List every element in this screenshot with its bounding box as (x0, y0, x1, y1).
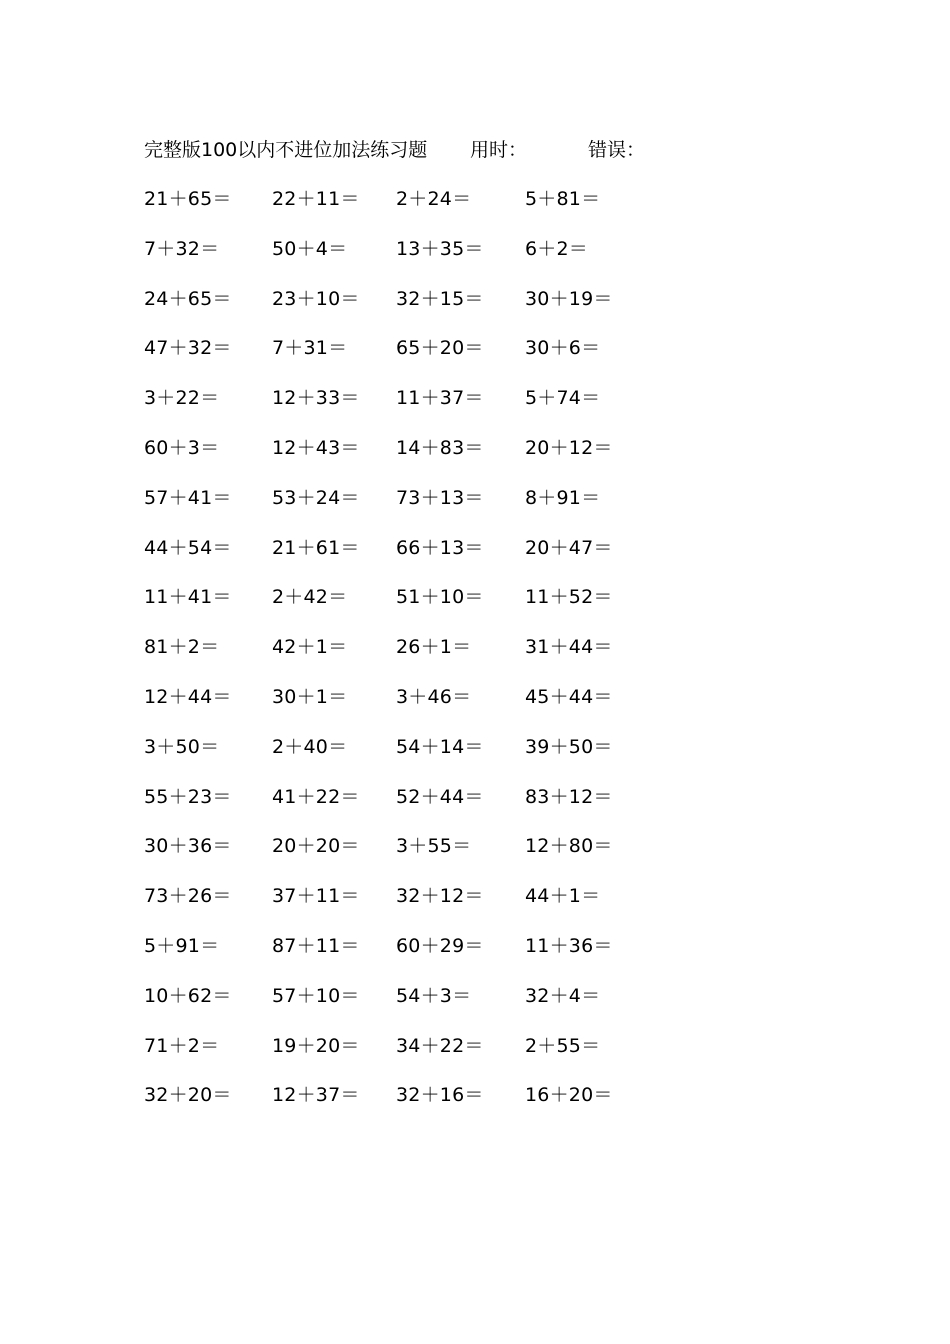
problem: 57＋41＝ (144, 486, 232, 509)
problem: 30＋6＝ (525, 337, 601, 360)
problem: 8＋91＝ (525, 486, 601, 509)
problem: 65＋20＝ (396, 337, 484, 360)
problem: 30＋36＝ (144, 835, 232, 858)
problem: 53＋24＝ (272, 486, 360, 509)
problem-row (0, 385, 950, 435)
problem-row (0, 535, 950, 585)
problem: 34＋22＝ (396, 1034, 484, 1057)
problem-row (0, 186, 950, 236)
problem: 73＋26＝ (144, 885, 232, 908)
problem: 19＋20＝ (272, 1034, 360, 1057)
problem: 12＋44＝ (144, 685, 232, 708)
problem: 2＋42＝ (272, 586, 348, 609)
problem: 60＋3＝ (144, 436, 220, 459)
problem: 5＋74＝ (525, 387, 601, 410)
problem: 66＋13＝ (396, 536, 484, 559)
problem: 3＋50＝ (144, 735, 220, 758)
problem-row (0, 435, 950, 485)
problem: 87＋11＝ (272, 934, 360, 957)
problem: 2＋24＝ (396, 188, 472, 210)
problem: 10＋62＝ (144, 984, 232, 1007)
problem: 47＋32＝ (144, 337, 232, 360)
problem: 7＋31＝ (272, 337, 348, 360)
problem-row (0, 634, 950, 684)
problem: 52＋44＝ (396, 785, 484, 808)
problem-row (0, 584, 950, 634)
problem: 21＋65＝ (144, 188, 232, 210)
problem-row (0, 1033, 950, 1083)
problem: 11＋41＝ (144, 586, 232, 609)
problem: 20＋12＝ (525, 436, 613, 459)
problem-row (0, 485, 950, 535)
problem: 2＋55＝ (525, 1034, 601, 1057)
problem: 42＋1＝ (272, 636, 348, 659)
problem: 32＋16＝ (396, 1084, 484, 1107)
problem: 12＋43＝ (272, 436, 360, 459)
problem: 32＋15＝ (396, 287, 484, 310)
problem: 44＋1＝ (525, 885, 601, 908)
problem: 12＋80＝ (525, 835, 613, 858)
problem-row (0, 833, 950, 883)
problem: 81＋2＝ (144, 636, 220, 659)
problem: 54＋3＝ (396, 984, 472, 1007)
problem: 32＋20＝ (144, 1084, 232, 1107)
problem-row (0, 335, 950, 385)
errors-label: 错误： (588, 139, 646, 161)
problem: 60＋29＝ (396, 934, 484, 957)
problem-row (0, 684, 950, 734)
problem: 11＋52＝ (525, 586, 613, 609)
time-label: 用时： (470, 139, 528, 161)
problem-row (0, 784, 950, 834)
problem-grid (0, 186, 950, 1132)
problem: 57＋10＝ (272, 984, 360, 1007)
problem: 20＋20＝ (272, 835, 360, 858)
problem: 6＋2＝ (525, 237, 588, 260)
problem-row (0, 286, 950, 336)
problem: 24＋65＝ (144, 287, 232, 310)
problem: 13＋35＝ (396, 237, 484, 260)
problem: 26＋1＝ (396, 636, 472, 659)
problem: 11＋36＝ (525, 934, 613, 957)
problem: 12＋37＝ (272, 1084, 360, 1107)
problem: 73＋13＝ (396, 486, 484, 509)
problem: 2＋40＝ (272, 735, 348, 758)
problem: 12＋33＝ (272, 387, 360, 410)
problem: 54＋14＝ (396, 735, 484, 758)
problem: 7＋32＝ (144, 237, 220, 260)
problem: 23＋10＝ (272, 287, 360, 310)
problem: 3＋22＝ (144, 387, 220, 410)
problem: 20＋47＝ (525, 536, 613, 559)
problem: 22＋11＝ (272, 188, 360, 210)
problem: 45＋44＝ (525, 685, 613, 708)
problem: 21＋61＝ (272, 536, 360, 559)
problem: 51＋10＝ (396, 586, 484, 609)
problem-row (0, 734, 950, 784)
problem: 14＋83＝ (396, 436, 484, 459)
problem: 3＋55＝ (396, 835, 472, 858)
problem: 41＋22＝ (272, 785, 360, 808)
problem-row (0, 933, 950, 983)
problem-row (0, 1082, 950, 1132)
problem-row (0, 883, 950, 933)
problem: 3＋46＝ (396, 685, 472, 708)
problem: 5＋81＝ (525, 188, 601, 210)
problem: 55＋23＝ (144, 785, 232, 808)
problem: 30＋1＝ (272, 685, 348, 708)
problem-row (0, 983, 950, 1033)
problem: 37＋11＝ (272, 885, 360, 908)
problem: 71＋2＝ (144, 1034, 220, 1057)
problem: 44＋54＝ (144, 536, 232, 559)
page-title: 完整版100以内不进位加法练习题 (144, 139, 428, 161)
problem: 31＋44＝ (525, 636, 613, 659)
problem: 32＋12＝ (396, 885, 484, 908)
problem: 83＋12＝ (525, 785, 613, 808)
problem: 32＋4＝ (525, 984, 601, 1007)
problem-row (0, 236, 950, 286)
problem: 5＋91＝ (144, 934, 220, 957)
problem: 50＋4＝ (272, 237, 348, 260)
problem: 16＋20＝ (525, 1084, 613, 1107)
problem: 39＋50＝ (525, 735, 613, 758)
problem: 11＋37＝ (396, 387, 484, 410)
problem: 30＋19＝ (525, 287, 613, 310)
